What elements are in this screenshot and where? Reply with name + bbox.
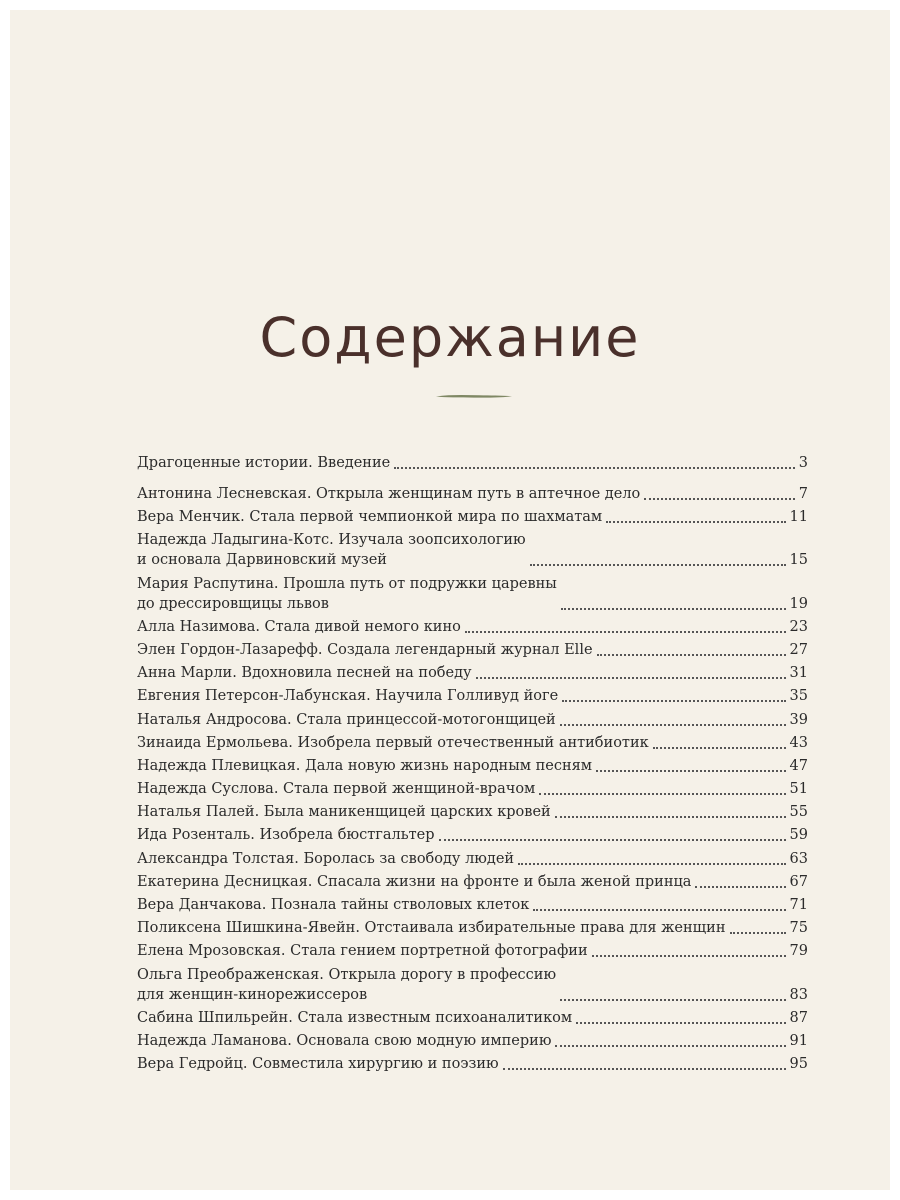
dot-leader [394, 467, 795, 469]
toc-entry-title: Наталья Палей. Была маникенщицей царских кровей [137, 804, 551, 821]
toc-entry [137, 802, 808, 822]
toc-entry-page-number: 79 [789, 943, 808, 960]
toc-entry [137, 895, 808, 915]
toc-entry-page-number: 15 [789, 552, 808, 569]
toc-entry-title: Антонина Лесневская. Открыла женщинам путь в аптечное дело [137, 486, 641, 502]
toc-entry-title: Сабина Шпильрейн. Стала известным психоаналитиком [137, 1009, 573, 1026]
toc-entry [137, 686, 808, 706]
toc-entry [137, 849, 808, 869]
divider-brush-stroke [436, 395, 512, 398]
toc-entry [137, 918, 808, 938]
toc-entry-page-number: 71 [789, 897, 808, 913]
dot-leader [562, 700, 785, 702]
toc-entry-page-number: 87 [789, 1009, 808, 1026]
toc-entry [137, 530, 808, 570]
toc-entry [137, 574, 808, 614]
toc-entry-title: Драгоценные истории. Введение [137, 455, 391, 471]
dot-leader [592, 955, 786, 957]
dot-leader [476, 677, 786, 679]
toc-entry-page-number: 47 [789, 757, 808, 774]
toc-entry-title: Евгения Петерсон-Лабунская. Научила Голливуд йоге [137, 688, 559, 705]
toc-entry-page-number: 51 [789, 781, 808, 798]
dot-leader [561, 608, 786, 610]
dot-leader [530, 564, 786, 566]
toc-entry-page-number: 55 [789, 804, 808, 821]
toc-entry-title: Елена Мрозовская. Стала гением портретной фотографии [137, 943, 588, 960]
toc-entry-title: Вера Менчик. Стала первой чемпионкой мира по шахматам [137, 509, 603, 526]
toc-entry-page-number: 31 [789, 665, 808, 682]
toc-entry [137, 1054, 808, 1074]
dot-leader [503, 1068, 786, 1070]
toc-entry [137, 484, 808, 504]
toc-entry [137, 756, 808, 776]
toc-entry-title: Алла Назимова. Стала дивой немого кино [137, 618, 461, 635]
toc-entry-page-number: 19 [789, 595, 808, 612]
table-of-contents [137, 453, 808, 1077]
toc-entry [137, 733, 808, 753]
dot-leader [597, 654, 786, 656]
toc-entry-title: Элен Гордон-Лазарефф. Создала легендарный журнал Elle [137, 641, 593, 658]
toc-entry [137, 663, 808, 683]
toc-entry-title: Мария Распутина. Прошла путь от подружки царевны до дрессировщицы львов [137, 575, 557, 612]
toc-entry-page-number: 35 [789, 688, 808, 705]
toc-entry [137, 710, 808, 730]
toc-entry [137, 779, 808, 799]
toc-entry-page-number: 39 [789, 711, 808, 728]
toc-entry [137, 453, 808, 473]
toc-entry-page-number: 27 [789, 641, 808, 658]
toc-entry-page-number: 95 [789, 1056, 808, 1073]
toc-entry-title: Надежда Плевицкая. Дала новую жизнь народным песням [137, 757, 593, 774]
dot-leader [465, 631, 786, 633]
page-title: Содержание [259, 306, 641, 369]
toc-entry [137, 1031, 808, 1051]
dot-leader [695, 886, 785, 888]
dot-leader [439, 839, 786, 841]
dot-leader [730, 932, 786, 934]
dot-leader [644, 498, 795, 500]
toc-entry-title: Надежда Ламанова. Основала свою модную империю [137, 1032, 552, 1049]
dot-leader [555, 816, 786, 818]
toc-entry-page-number: 75 [789, 920, 808, 937]
dot-leader [576, 1022, 785, 1024]
toc-entry [137, 507, 808, 527]
toc-entry-title: Наталья Андросова. Стала принцессой-мотогонщицей [137, 711, 556, 728]
toc-entry-title: Надежда Ладыгина-Котс. Изучала зоопсихологию и основала Дарвиновский музей [137, 532, 526, 569]
toc-entry [137, 872, 808, 892]
dot-leader [533, 909, 785, 911]
toc-entry-page-number: 23 [789, 618, 808, 635]
toc-entry-title: Надежда Суслова. Стала первой женщиной-врачом [137, 781, 536, 798]
toc-entry-title: Екатерина Десницкая. Спасала жизни на фронте и была женой принца [137, 873, 692, 890]
toc-entry-page-number: 11 [789, 509, 808, 526]
toc-entry [137, 965, 808, 1005]
toc-entry-title: Александра Толстая. Боролась за свободу людей [137, 850, 515, 867]
dot-leader [518, 863, 785, 865]
toc-entry-page-number: 63 [789, 850, 808, 867]
book-page [10, 10, 890, 1190]
toc-entry-page-number: 83 [789, 986, 808, 1003]
dot-leader [606, 521, 785, 523]
toc-entry-title: Анна Марли. Вдохновила песней на победу [137, 665, 472, 682]
toc-entry-title: Ольга Преображенская. Открыла дорогу в профессию для женщин-кинорежиссеров [137, 966, 557, 1003]
toc-entry-title: Поликсена Шишкина-Явейн. Отстаивала избирательные права для женщин [137, 920, 726, 937]
toc-entry [137, 617, 808, 637]
toc-entry [137, 825, 808, 845]
toc-entry-page-number: 43 [789, 734, 808, 751]
toc-entry [137, 941, 808, 961]
dot-leader [539, 793, 785, 795]
toc-entry-page-number: 3 [798, 455, 808, 471]
dot-leader [653, 747, 786, 749]
dot-leader [596, 770, 785, 772]
toc-entry-title: Ида Розенталь. Изобрела бюстгальтер [137, 827, 435, 844]
toc-entry-page-number: 67 [789, 873, 808, 890]
toc-entry [137, 640, 808, 660]
toc-entry-page-number: 7 [798, 486, 808, 502]
toc-entry-page-number: 91 [789, 1032, 808, 1049]
title-divider [434, 393, 514, 399]
toc-entry-title: Вера Гедройц. Совместила хирургию и поэзию [137, 1056, 499, 1073]
dot-leader [555, 1045, 785, 1047]
dot-leader [560, 724, 786, 726]
toc-entry-page-number: 59 [789, 827, 808, 844]
toc-entry-title: Вера Данчакова. Познала тайны стволовых клеток [137, 897, 530, 913]
toc-entry [137, 1008, 808, 1028]
toc-entry-title: Зинаида Ермольева. Изобрела первый отечественный антибиотик [137, 734, 649, 751]
dot-leader [560, 999, 785, 1001]
